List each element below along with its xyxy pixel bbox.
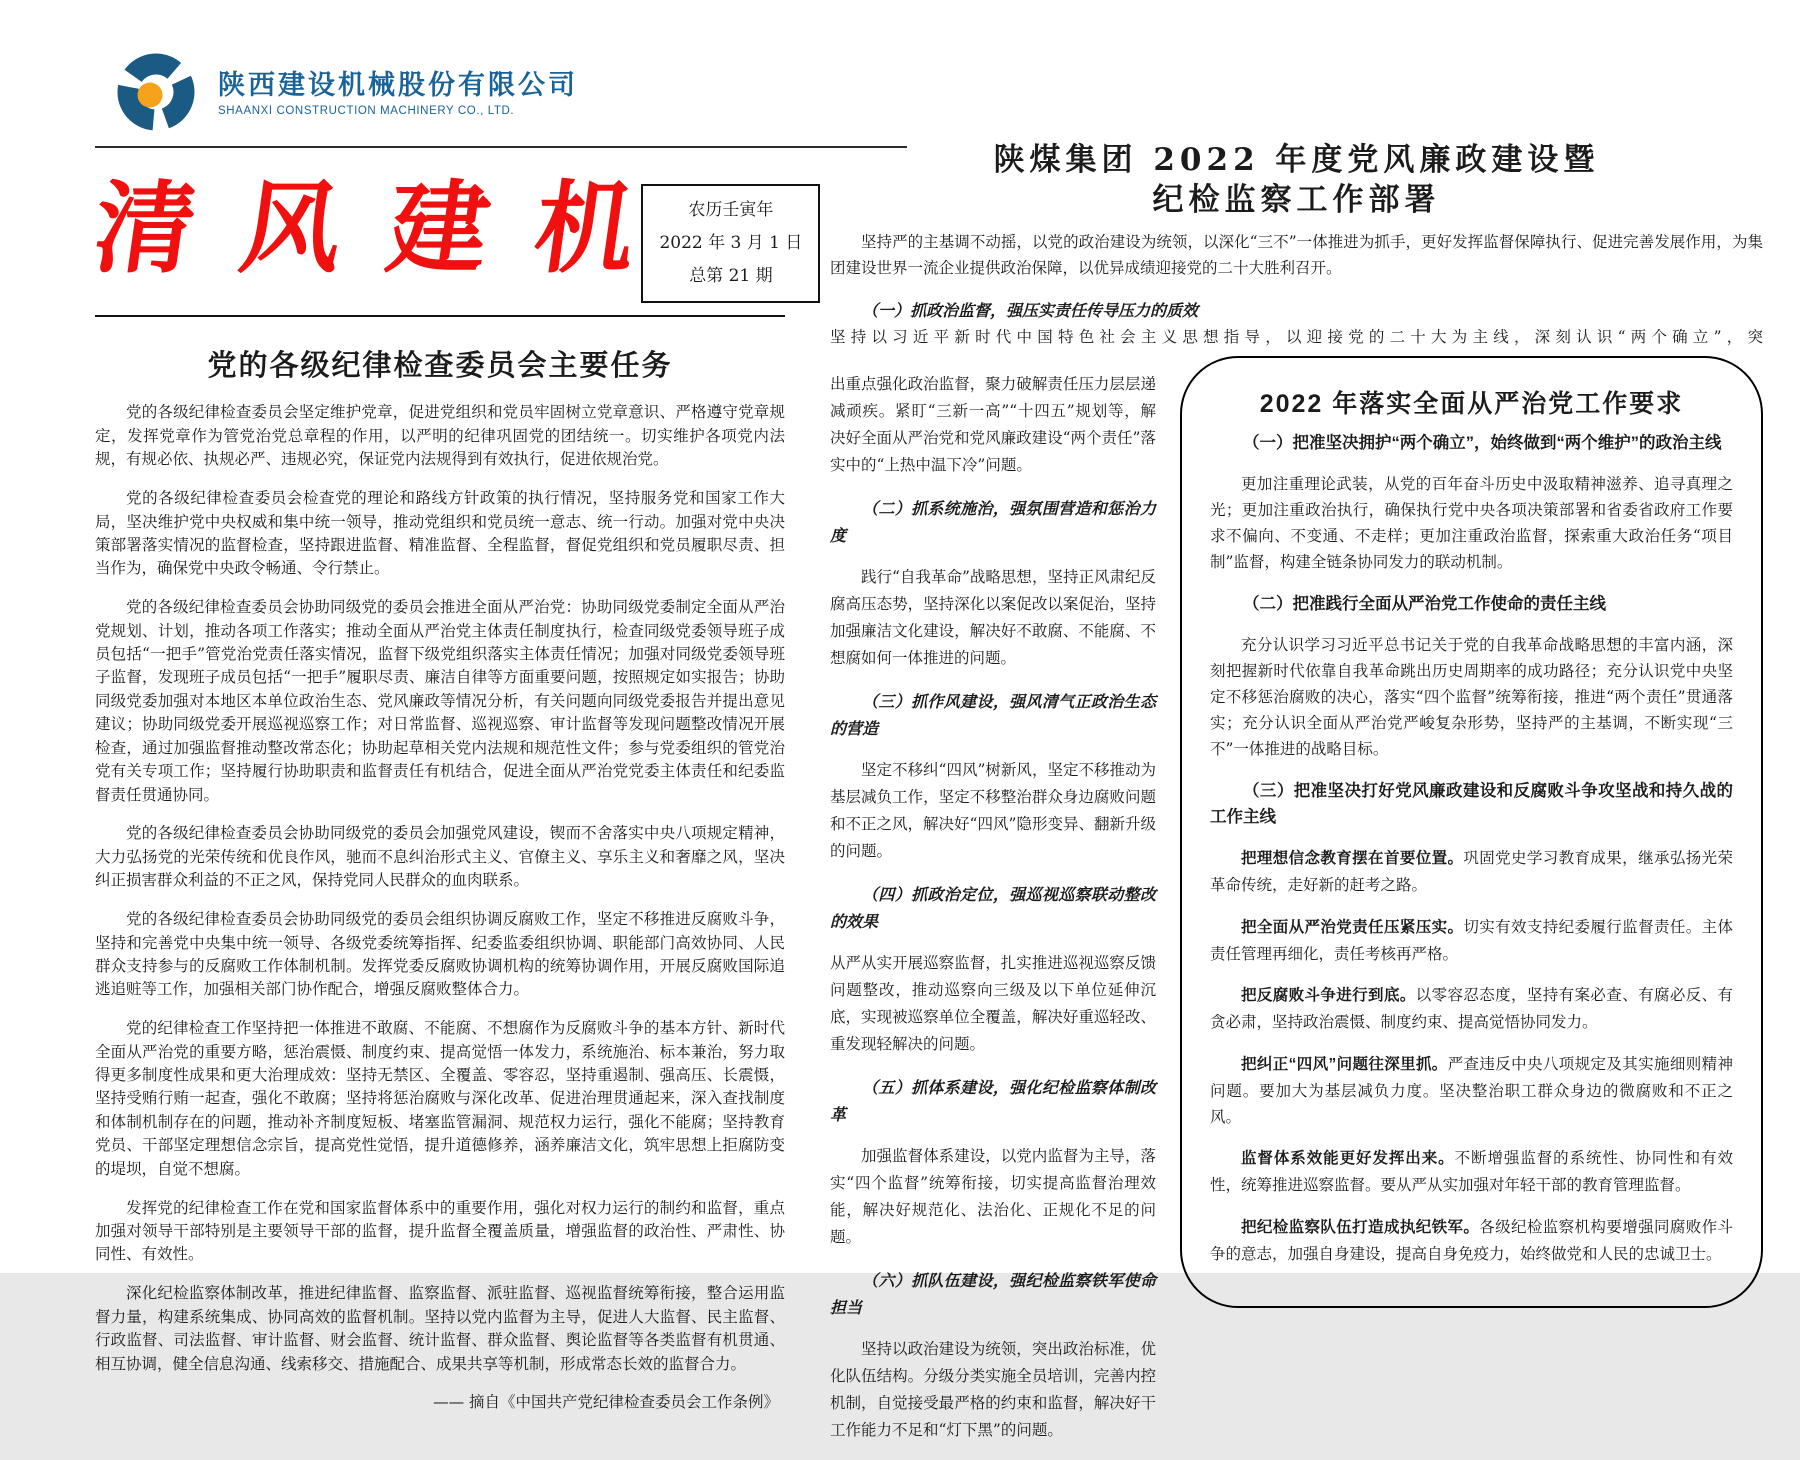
article-attribution: —— 摘自《中国共产党纪律检查委员会工作条例》 <box>433 1393 779 1412</box>
section-1-body: 出重点强化政治监督，聚力破解责任压力层层递减顽疾。紧盯“三新一高”“十四五”规划等，解决好全面从严治党和党风廉政建设“两个责任”落实中的“上热中温下冷”问题。 <box>830 375 1156 474</box>
section-2-header: （二）抓系统施治，强氛围营造和惩治力度 <box>830 498 1156 545</box>
header-divider <box>95 146 907 148</box>
right-headline-line2: 纪检监察工作部署 <box>1152 182 1441 218</box>
box-item-text: 严查违反中央八项规定及其实施细则精神问题。要加大为基层减负力度。坚决整治职工群众身边的微腐败和不正之风。 <box>1210 1054 1733 1126</box>
box-item-lead: 把全面从严治党责任压紧压实。 <box>1241 918 1464 936</box>
box-section-3-header: （三）把准坚决打好党风廉政建设和反腐败斗争攻坚战和持久战的工作主线 <box>1210 781 1733 826</box>
requirements-box-title: 2022 年落实全面从严治党工作要求 <box>1259 389 1684 418</box>
box-item-lead: 把理想信念教育摆在首要位置。 <box>1241 850 1464 867</box>
box-section-1-body: 更加注重理论武装，从党的百年奋斗历史中汲取精神滋养、追寻真理之光；更加注重政治执行，确保执行党中央各项决策部署和省委省政府工作要求不偏向、不变通、不走样；更加注重政治监督，探索重大政治任务“项目制”监督，构建全链条协同发力的联动机制。 <box>1210 475 1733 571</box>
box-item-lead: 把反腐败斗争进行到底。 <box>1241 987 1416 1004</box>
company-name-en: SHAANXI CONSTRUCTION MACHINERY CO., LTD. <box>218 104 515 117</box>
article-paragraph: 发挥党的纪律检查工作在党和国家监督体系中的重要作用，强化对权力运行的制约和监督，重点加强对领导干部特别是主要领导干部的监督，提升监督全覆盖质量，增强监督的政治性、严肃性、协同性、有效性。 <box>95 1198 785 1264</box>
article-paragraph: 党的各级纪律检查委员会检查党的理论和路线方针政策的执行情况，坚持服务党和国家工作大局，坚决维护党中央权威和集中统一领导，推动党组织和党员统一意志、统一行动。加强对党中央决策部署落实情况的监督检查，坚持跟进监督、精准监督、全程监督，督促党组织和党员履职尽责、担当作为，确保党中央政令畅通、令行禁止。 <box>95 489 785 578</box>
box-item <box>1210 1145 1733 1198</box>
box-section-2-header: （二）把准践行全面从严治党工作使命的责任主线 <box>1243 594 1606 613</box>
section-2-body: 践行“自我革命”战略思想，坚持正风肃纪反腐高压态势，坚持深化以案促改以案促治，坚持加强廉洁文化建设，解决好不敢腐、不能腐、不想腐如何一体推进的问题。 <box>830 568 1156 667</box>
section-3-body: 坚定不移纠“四风”树新风，坚定不移推动为基层减负工作，坚定不移整治群众身边腐败问题和不正之风，解决好“四风”隐形变异、翻新升级的问题。 <box>830 761 1156 860</box>
box-item <box>1210 845 1733 898</box>
right-headline-line1: 陕煤集团 2022 年度党风廉政建设暨 <box>993 142 1600 178</box>
section-5-body: 加强监督体系建设，以党内监督为主导，落实“四个监督”统筹衔接，切实提高监督治理效能，解决好规范化、法治化、正规化不足的问题。 <box>830 1147 1156 1246</box>
company-name-cn: 陕西建设机械股份有限公司 <box>218 70 578 101</box>
box-item-text: 不断增强监督的系统性、协同性和有效性，统筹推进巡察监督。要从严从实加强对年轻干部的教育管理监督。 <box>1210 1149 1733 1194</box>
article-paragraph: 深化纪检监察体制改革，推进纪律监督、监察监督、派驻监督、巡视监督统筹衔接，整合运用监督力量，构建系统集成、协同高效的监督机制。坚持以党内监督为主导，促进人大监督、民主监督、行政监督、司法监督、审计监督、财会监督、统计监督、群众监督、舆论监督等各类监督有机贯通、相互协调，健全信息沟通、线索移交、措施配合、成果共享等机制，形成常态长效的监督合力。 <box>95 1284 785 1373</box>
article-paragraph: 党的各级纪律检查委员会协助同级党的委员会组织协调反腐败工作，坚定不移推进反腐败斗争，坚持和完善党中央集中统一领导、各级党委统筹指挥、纪委监委组织协调、职能部门高效协同、人民群众支持参与的反腐败工作体制机制。发挥党委反腐败协调机构的统筹协调作用，开展反腐败国际追逃追赃等工作，加强相关部门协作配合，增强反腐败整体合力。 <box>95 910 785 999</box>
box-item-text: 以零容忍态度，坚持有案必查、有腐必反、有贪必肃，坚持政治震慑、制度约束、提高觉悟协同发力。 <box>1210 986 1733 1031</box>
section-4-body: 从严从实开展巡察监督，扎实推进巡视巡察反馈问题整改，推动巡察向三级及以下单位延伸沉底，实现被巡察单位全覆盖，解决好重巡轻改、重发现轻解决的问题。 <box>830 954 1156 1053</box>
left-page <box>86 168 803 1415</box>
section-5-header: （五）抓体系建设，强化纪检监察体制改革 <box>830 1077 1156 1124</box>
masthead-row <box>86 168 803 303</box>
date-box-issue: 总第 21 期 <box>689 266 773 287</box>
company-logo-block <box>112 48 578 140</box>
section-3-header: （三）抓作风建设，强风清气正政治生态的营造 <box>830 691 1156 738</box>
left-article-title: 党的各级纪律检查委员会主要任务 <box>207 348 673 383</box>
section-4-header: （四）抓政治定位，强巡视巡察联动整改的效果 <box>830 884 1156 931</box>
sections-column <box>830 356 1156 1460</box>
box-section-1-header: （一）把准坚决拥护“两个确立”，始终做到“两个维护”的政治主线 <box>1243 433 1722 452</box>
box-item-text: 各级纪检监察机构要增强同腐败作斗争的意志，加强自身建设，提高自身免疫力，始终做党和人民的忠诚卫士。 <box>1210 1217 1733 1263</box>
article-paragraph: 党的各级纪律检查委员会协助同级党的委员会推进全面从严治党：协助同级党委制定全面从严治党规划、计划，推动各项工作落实；推动全面从严治党主体责任制度执行，检查同级党委领导班子成员包括“一把手”管党治党责任落实情况，监督下级党组织落实主体责任情况；加强对同级党委领导班子监督，发现班子成员包括“一把手”履职尽责、廉洁自律等方面重要问题，按照规定如实报告；协助同级党委加强对本地区本单位政治生态、党风廉政等情况分析，有关问题向同级党委报告并提出意见建议；协助同级党委开展巡视巡察工作；对日常监督、巡视巡察、审计监督等发现问题整改情况开展检查，通过加强监督推动整改常态化；协助起草相关党内法规和规范性文件；参与党委组织的管党治党有关专项工作；坚持履行协助职责和监督责任有机结合，促进全面从严治党党委主体责任和纪委监督责任贯通协同。 <box>95 598 785 804</box>
right-intro-paragraph: 坚持严的主基调不动摇，以党的政治建设为统领，以深化“三不”一体推进为抓手，更好发挥监督保障执行、促进完善发展作用，为集团建设世界一流企业提供政治保障，以优异成绩迎接党的二十大胜利召开。 <box>830 233 1763 277</box>
box-item-text: 巩固党史学习教育成果，继承弘扬光荣革命传统，走好新的赶考之路。 <box>1210 849 1733 894</box>
box-item <box>1210 914 1733 967</box>
masthead-divider <box>95 315 785 317</box>
box-item <box>1210 982 1733 1035</box>
box-item-lead: 监督体系效能更好发挥出来。 <box>1241 1150 1455 1167</box>
box-item-text: 切实有效支持纪委履行监督责任。主体责任管理再细化，责任考核再严格。 <box>1210 917 1733 963</box>
box-item-lead: 把纪检监察队伍打造成执纪铁军。 <box>1241 1218 1480 1236</box>
right-page <box>830 140 1763 1460</box>
company-logo-icon <box>112 48 204 140</box>
date-box-lunar: 农历壬寅年 <box>688 200 774 220</box>
date-box-date: 2022 年 3 月 1 日 <box>659 233 803 254</box>
section-6-header: （六）抓队伍建设，强纪检监察铁军使命担当 <box>830 1270 1156 1317</box>
date-box <box>641 184 820 303</box>
right-lower-area <box>830 356 1763 1460</box>
article-paragraph: 党的纪律检查工作坚持把一体推进不敢腐、不能腐、不想腐作为反腐败斗争的基本方针、新时代全面从严治党的重要方略，惩治震慑、制度约束、提高觉悟一体发力，系统施治、标本兼治，努力取得更多制度性成果和更大治理成效：坚持无禁区、全覆盖、零容忍，坚持重遏制、强高压、长震慑，坚持受贿行贿一起查，强化不敢腐；坚持将惩治腐败与深化改革、促进治理贯通起来，深入查找制度和体制机制存在的问题，推动补齐制度短板、堵塞监管漏洞、规范权力运行，强化不能腐；坚持教育党员、干部坚定理想信念宗旨，提高党性觉悟，提升道德修养，涵养廉洁文化，筑牢思想上拒腐防变的堤坝，自觉不想腐。 <box>95 1019 785 1178</box>
article-paragraph: 党的各级纪律检查委员会协助同级党的委员会加强党风建设，锲而不舍落实中央八项规定精神，大力弘扬党的光荣传统和优良作风，驰而不息纠治形式主义、官僚主义、享乐主义和奢靡之风，坚决纠正损害群众利益的不正之风，保持党同人民群众的血肉联系。 <box>95 824 785 890</box>
requirements-box <box>1180 356 1763 1309</box>
section-1-lead-line: 坚持以习近平新时代中国特色社会主义思想指导，以迎接党的二十大为主线，深刻认识“两个确立”，突 <box>830 327 1763 346</box>
newsletter-title: 清 风 建 机 <box>86 169 650 287</box>
box-section-2-body: 充分认识学习习近平总书记关于党的自我革命战略思想的丰富内涵，深刻把握新时代依靠自我革命跳出历史周期率的成功路径；充分认识党中央坚定不移惩治腐败的决心，落实“四个监督”统筹衔接，推进“两个责任”贯通落实；充分认识全面从严治党严峻复杂形势，坚持严的主基调，不断实现“三不”一体推进的战略目标。 <box>1210 636 1733 758</box>
box-item-lead: 把纠正“四风”问题往深里抓。 <box>1241 1055 1448 1073</box>
box-item <box>1210 1051 1733 1130</box>
article-paragraph: 党的各级纪律检查委员会坚定维护党章，促进党组织和党员牢固树立党章意识、严格遵守党章规定，发挥党章作为管党治党总章程的作用，以严明的纪律巩固党的团结统一。切实维护各项党内法规，有规必依、执规必严、违规必究，保证党内法规得到有效执行，促进依规治党。 <box>95 403 785 469</box>
company-name-block <box>218 71 578 117</box>
box-item <box>1210 1214 1733 1267</box>
section-6-body: 坚持以政治建设为统领，突出政治标准，优化队伍结构。分级分类实施全员培训，完善内控机制，自觉接受最严格的约束和监督，解决好干工作能力不足和“灯下黑”的问题。 <box>830 1340 1156 1439</box>
section-1-header: （一）抓政治监督，强压实责任传导压力的质效 <box>862 300 1199 320</box>
